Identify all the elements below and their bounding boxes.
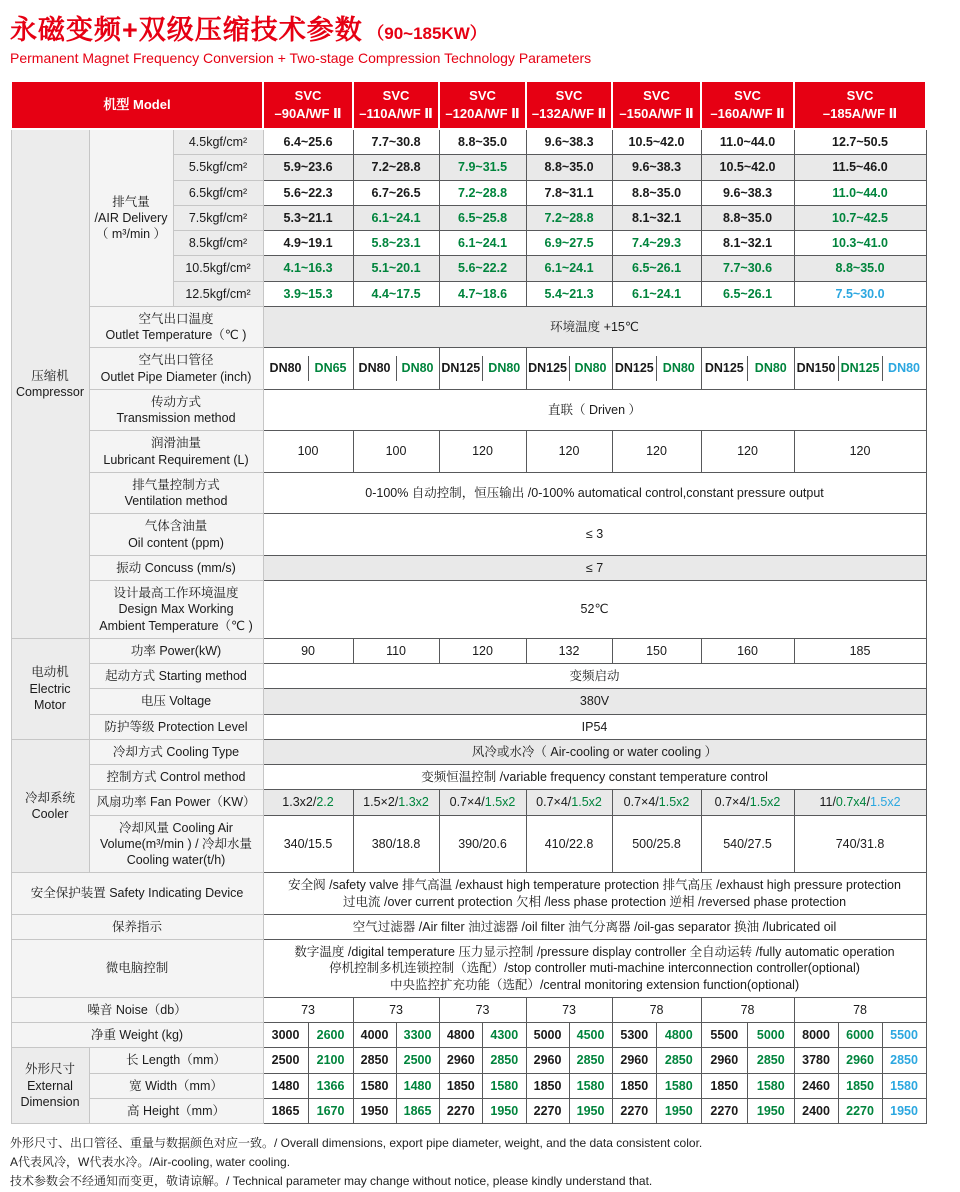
value-cell: 5.1~20.1: [353, 256, 439, 281]
value-cell: DN125 DN80: [701, 348, 794, 390]
value-cell: 390/20.6: [439, 815, 526, 873]
row-label-cell: 宽 Width（mm）: [89, 1073, 263, 1098]
table-row: [11, 914, 926, 939]
footer-notes: [10, 1134, 960, 1192]
table-row: [11, 739, 926, 764]
span-value-cell: 安全阀 /safety valve 排气高温 /exhaust high temperature protection 排气高压 /exhaust high pressure protection 过电流 /over current protection 欠相 /less phase protection 逆相 /reversed phase protection: [263, 873, 926, 915]
table-row: [11, 581, 926, 639]
value-cell: 2400 2270 1950: [794, 1098, 926, 1123]
value-cell: 7.2~28.8: [526, 205, 612, 230]
value-cell: 6.1~24.1: [439, 231, 526, 256]
value-cell: 1850 1580: [526, 1073, 612, 1098]
value-cell: 3780 2960 2850: [794, 1048, 926, 1073]
value-cell: 2960 2850: [701, 1048, 794, 1073]
value-cell: 1850 1580: [701, 1073, 794, 1098]
row-label-cell: 电压 Voltage: [89, 689, 263, 714]
value-cell: 120: [612, 431, 701, 473]
group-label-cell: 冷却系统 Cooler: [11, 739, 89, 873]
value-cell: 6.5~26.1: [612, 256, 701, 281]
value-cell: 6.1~24.1: [612, 281, 701, 306]
value-cell: 10.7~42.5: [794, 205, 926, 230]
value-cell: 500/25.8: [612, 815, 701, 873]
row-label-cell: 空气出口温度 Outlet Temperature（℃ ): [89, 306, 263, 348]
row-label-cell: 传动方式 Transmission method: [89, 389, 263, 431]
value-cell: 3.9~15.3: [263, 281, 353, 306]
value-cell: 4.7~18.6: [439, 281, 526, 306]
value-cell: 120: [439, 431, 526, 473]
row-label-cell: 空气出口管径 Outlet Pipe Diameter (inch): [89, 348, 263, 390]
value-cell: 6.7~26.5: [353, 180, 439, 205]
value-cell: 120: [794, 431, 926, 473]
row-label-cell: 冷却方式 Cooling Type: [89, 739, 263, 764]
value-cell: 8.8~35.0: [526, 155, 612, 180]
spec-table-header: [11, 81, 926, 129]
value-cell: 7.4~29.3: [612, 231, 701, 256]
span-value-cell: 环境温度 +15℃: [263, 306, 926, 348]
model-header-row: [11, 81, 926, 129]
value-cell: 12.7~50.5: [794, 129, 926, 155]
group-label-cell: 外形尺寸 External Dimension: [11, 1048, 89, 1124]
footer-note-change: 技术参数会不经通知而变更，敬请谅解。/ Technical parameter may change without notice, please kindly understand that.: [10, 1174, 653, 1189]
value-cell: 410/22.8: [526, 815, 612, 873]
table-row: [11, 431, 926, 473]
page-subtitle: Permanent Magnet Frequency Conversion + Two-stage Compression Technology Parameters: [10, 50, 592, 66]
value-cell: 7.2~28.8: [439, 180, 526, 205]
value-cell: 73: [526, 997, 612, 1022]
value-cell: 100: [263, 431, 353, 473]
value-cell: 10.5~42.0: [701, 155, 794, 180]
span-value-cell: 变频恒温控制 /variable frequency constant temperature control: [263, 765, 926, 790]
footer-note-color: 外形尺寸、出口管径、重量与数据颜色对应一致。/ Overall dimensions, export pipe diameter, weight, and the data consistent color.: [10, 1136, 703, 1150]
pressure-label-cell: 7.5kgf/cm²: [173, 205, 263, 230]
value-cell: DN125 DN80: [526, 348, 612, 390]
value-cell: 340/15.5: [263, 815, 353, 873]
span-value-cell: 风冷或水冷（ Air-cooling or water cooling ）: [263, 739, 926, 764]
table-row: [11, 1098, 926, 1123]
value-cell: 11.0~44.0: [794, 180, 926, 205]
table-row: [11, 940, 926, 998]
value-cell: 1480 1366: [263, 1073, 353, 1098]
table-row: [11, 638, 926, 663]
pressure-label-cell: 5.5kgf/cm²: [173, 155, 263, 180]
row-label-cell: 风扇功率 Fan Power（KW）: [89, 790, 263, 815]
value-cell: 5300 4800: [612, 1023, 701, 1048]
table-row: [11, 997, 926, 1022]
model-header-cell: SVC –185A/WF Ⅱ: [794, 81, 926, 129]
value-cell: 185: [794, 638, 926, 663]
row-label-cell: 设计最高工作环境温度 Design Max Working Ambient Temperature（℃ ): [89, 581, 263, 639]
value-cell: 2270 1950: [701, 1098, 794, 1123]
value-cell: 380/18.8: [353, 815, 439, 873]
value-cell: 540/27.5: [701, 815, 794, 873]
value-cell: 2850 2500: [353, 1048, 439, 1073]
table-row: [11, 514, 926, 556]
value-cell: 73: [263, 997, 353, 1022]
row-label-cell: 长 Length（mm）: [89, 1048, 263, 1073]
row-label-cell: 微电脑控制: [11, 940, 263, 998]
value-cell: 1580 1480: [353, 1073, 439, 1098]
value-cell: 6.1~24.1: [526, 256, 612, 281]
group-label-cell: 电动机 Electric Motor: [11, 638, 89, 739]
value-cell: 2270 1950: [526, 1098, 612, 1123]
value-cell: 100: [353, 431, 439, 473]
row-label-cell: 高 Height（mm）: [89, 1098, 263, 1123]
pressure-label-cell: 12.5kgf/cm²: [173, 281, 263, 306]
value-cell: 5.9~23.6: [263, 155, 353, 180]
value-cell: 1.5×2/1.3x2: [353, 790, 439, 815]
value-cell: DN150 DN125 DN80: [794, 348, 926, 390]
table-row: [11, 348, 926, 390]
value-cell: 3000 2600: [263, 1023, 353, 1048]
table-row: [11, 555, 926, 580]
model-header-cell: SVC –160A/WF Ⅱ: [701, 81, 794, 129]
value-cell: 7.8~31.1: [526, 180, 612, 205]
value-cell: 6.9~27.5: [526, 231, 612, 256]
footer-note-cooling: A代表风冷，W代表水冷。/Air-cooling, water cooling.: [10, 1155, 291, 1170]
value-cell: 110: [353, 638, 439, 663]
span-value-cell: 380V: [263, 689, 926, 714]
span-value-cell: 空气过滤器 /Air filter 油过滤器 /oil filter 油气分离器 /oil-gas separator 换油 /lubricated oil: [263, 914, 926, 939]
row-label-cell: 润滑油量 Lubricant Requirement (L): [89, 431, 263, 473]
value-cell: 1.3x2/2.2: [263, 790, 353, 815]
value-cell: 2270 1950: [612, 1098, 701, 1123]
value-cell: 7.7~30.8: [353, 129, 439, 155]
value-cell: 2960 2850: [526, 1048, 612, 1073]
value-cell: 10.5~42.0: [612, 129, 701, 155]
table-row: [11, 306, 926, 348]
value-cell: 5.4~21.3: [526, 281, 612, 306]
table-row: [11, 1023, 926, 1048]
value-cell: 150: [612, 638, 701, 663]
value-cell: 5.3~21.1: [263, 205, 353, 230]
value-cell: 1950 1865: [353, 1098, 439, 1123]
value-cell: 8.8~35.0: [439, 129, 526, 155]
value-cell: 2270 1950: [439, 1098, 526, 1123]
span-value-cell: ≤ 3: [263, 514, 926, 556]
row-label-cell: 安全保护装置 Safety Indicating Device: [11, 873, 263, 915]
page-title-zh: 永磁变频+双级压缩技术参数: [10, 15, 363, 45]
table-row: [11, 664, 926, 689]
value-cell: 5500 5000: [701, 1023, 794, 1048]
value-cell: 11.0~44.0: [701, 129, 794, 155]
value-cell: 8.8~35.0: [794, 256, 926, 281]
span-value-cell: 52℃: [263, 581, 926, 639]
value-cell: 11/0.7x4/1.5x2: [794, 790, 926, 815]
value-cell: 5.8~23.1: [353, 231, 439, 256]
value-cell: 4000 3300: [353, 1023, 439, 1048]
row-label-cell: 气体含油量 Oil content (ppm): [89, 514, 263, 556]
value-cell: 120: [439, 638, 526, 663]
value-cell: 6.5~26.1: [701, 281, 794, 306]
value-cell: 78: [794, 997, 926, 1022]
table-row: [11, 689, 926, 714]
value-cell: 1865 1670: [263, 1098, 353, 1123]
value-cell: 4.4~17.5: [353, 281, 439, 306]
span-value-cell: 变频启动: [263, 664, 926, 689]
value-cell: 0.7×4/1.5x2: [701, 790, 794, 815]
value-cell: DN125 DN80: [439, 348, 526, 390]
model-header-cell: SVC –120A/WF Ⅱ: [439, 81, 526, 129]
value-cell: 5.6~22.3: [263, 180, 353, 205]
value-cell: 11.5~46.0: [794, 155, 926, 180]
model-header-cell: SVC –90A/WF Ⅱ: [263, 81, 353, 129]
row-label-cell: 控制方式 Control method: [89, 765, 263, 790]
value-cell: 4.1~16.3: [263, 256, 353, 281]
spec-table: [10, 80, 927, 1124]
row-label-cell: 保养指示: [11, 914, 263, 939]
table-row: [11, 472, 926, 514]
value-cell: DN125 DN80: [612, 348, 701, 390]
table-row: [11, 714, 926, 739]
row-label-cell: 振动 Concuss (mm/s): [89, 555, 263, 580]
value-cell: 9.6~38.3: [526, 129, 612, 155]
value-cell: 7.5~30.0: [794, 281, 926, 306]
row-label-cell: 净重 Weight (kg): [11, 1023, 263, 1048]
value-cell: 2500 2100: [263, 1048, 353, 1073]
model-header-cell: SVC –132A/WF Ⅱ: [526, 81, 612, 129]
value-cell: 120: [701, 431, 794, 473]
value-cell: 2960 2850: [612, 1048, 701, 1073]
table-row: [11, 873, 926, 915]
value-cell: 6.5~25.8: [439, 205, 526, 230]
row-label-cell: 起动方式 Starting method: [89, 664, 263, 689]
value-cell: 2960 2850: [439, 1048, 526, 1073]
value-cell: 8.8~35.0: [612, 180, 701, 205]
table-row: [11, 815, 926, 873]
value-cell: 7.9~31.5: [439, 155, 526, 180]
pressure-label-cell: 8.5kgf/cm²: [173, 231, 263, 256]
span-value-cell: 0-100% 自动控制，恒压输出 /0-100% automatical control,constant pressure output: [263, 472, 926, 514]
value-cell: 4.9~19.1: [263, 231, 353, 256]
table-row: [11, 389, 926, 431]
value-cell: 0.7×4/1.5x2: [612, 790, 701, 815]
value-cell: 7.7~30.6: [701, 256, 794, 281]
value-cell: 0.7×4/1.5x2: [439, 790, 526, 815]
row-label-cell: 防护等级 Protection Level: [89, 714, 263, 739]
pressure-label-cell: 4.5kgf/cm²: [173, 129, 263, 155]
value-cell: 7.2~28.8: [353, 155, 439, 180]
span-value-cell: 数字温度 /digital temperature 压力显示控制 /pressure display controller 全自动运转 /fully automatic operation 停机控制多机连锁控制（选配）/stop controller muti-machine interconnection controller(optional) 中央监控扩充功能（选配）/central monitoring extension function(optional): [263, 940, 926, 998]
value-cell: 132: [526, 638, 612, 663]
value-cell: 5.6~22.2: [439, 256, 526, 281]
value-cell: 8.8~35.0: [701, 205, 794, 230]
page-title-kw-range: （90~185KW）: [367, 24, 487, 43]
value-cell: 6.4~25.6: [263, 129, 353, 155]
value-cell: 120: [526, 431, 612, 473]
span-value-cell: 直联（ Driven ）: [263, 389, 926, 431]
value-cell: 5000 4500: [526, 1023, 612, 1048]
model-header-cell: SVC –150A/WF Ⅱ: [612, 81, 701, 129]
value-cell: 6.1~24.1: [353, 205, 439, 230]
row-label-cell: 噪音 Noise（db）: [11, 997, 263, 1022]
table-row: [11, 765, 926, 790]
value-cell: 0.7×4/1.5x2: [526, 790, 612, 815]
value-cell: 9.6~38.3: [612, 155, 701, 180]
value-cell: 1850 1580: [439, 1073, 526, 1098]
page-title: [10, 8, 960, 47]
value-cell: 73: [353, 997, 439, 1022]
value-cell: 73: [439, 997, 526, 1022]
value-cell: 160: [701, 638, 794, 663]
pressure-label-cell: 6.5kgf/cm²: [173, 180, 263, 205]
value-cell: DN80 DN65: [263, 348, 353, 390]
value-cell: 78: [701, 997, 794, 1022]
table-row: [11, 1073, 926, 1098]
value-cell: 740/31.8: [794, 815, 926, 873]
value-cell: 9.6~38.3: [701, 180, 794, 205]
model-header-cell: SVC –110A/WF Ⅱ: [353, 81, 439, 129]
row-label-cell: 排气量控制方式 Ventilation method: [89, 472, 263, 514]
pressure-label-cell: 10.5kgf/cm²: [173, 256, 263, 281]
value-cell: 4800 4300: [439, 1023, 526, 1048]
model-column-label: 机型 Model: [11, 81, 263, 129]
value-cell: 10.3~41.0: [794, 231, 926, 256]
spec-table-body: [11, 129, 926, 1124]
value-cell: 8.1~32.1: [701, 231, 794, 256]
value-cell: 8000 6000 5500: [794, 1023, 926, 1048]
table-row: [11, 790, 926, 815]
table-row: [11, 1048, 926, 1073]
row-label-cell: 冷却风量 Cooling Air Volume(m³/min ) / 冷却水量 Cooling water(t/h): [89, 815, 263, 873]
value-cell: 2460 1850 1580: [794, 1073, 926, 1098]
value-cell: DN80 DN80: [353, 348, 439, 390]
table-row: [11, 129, 926, 155]
value-cell: 1850 1580: [612, 1073, 701, 1098]
value-cell: 90: [263, 638, 353, 663]
value-cell: 8.1~32.1: [612, 205, 701, 230]
row-label-cell: 排气量 /AIR Delivery （ m³/min ）: [89, 129, 173, 306]
value-cell: 78: [612, 997, 701, 1022]
span-value-cell: IP54: [263, 714, 926, 739]
group-label-cell: 压缩机 Compressor: [11, 129, 89, 638]
span-value-cell: ≤ 7: [263, 555, 926, 580]
row-label-cell: 功率 Power(kW): [89, 638, 263, 663]
